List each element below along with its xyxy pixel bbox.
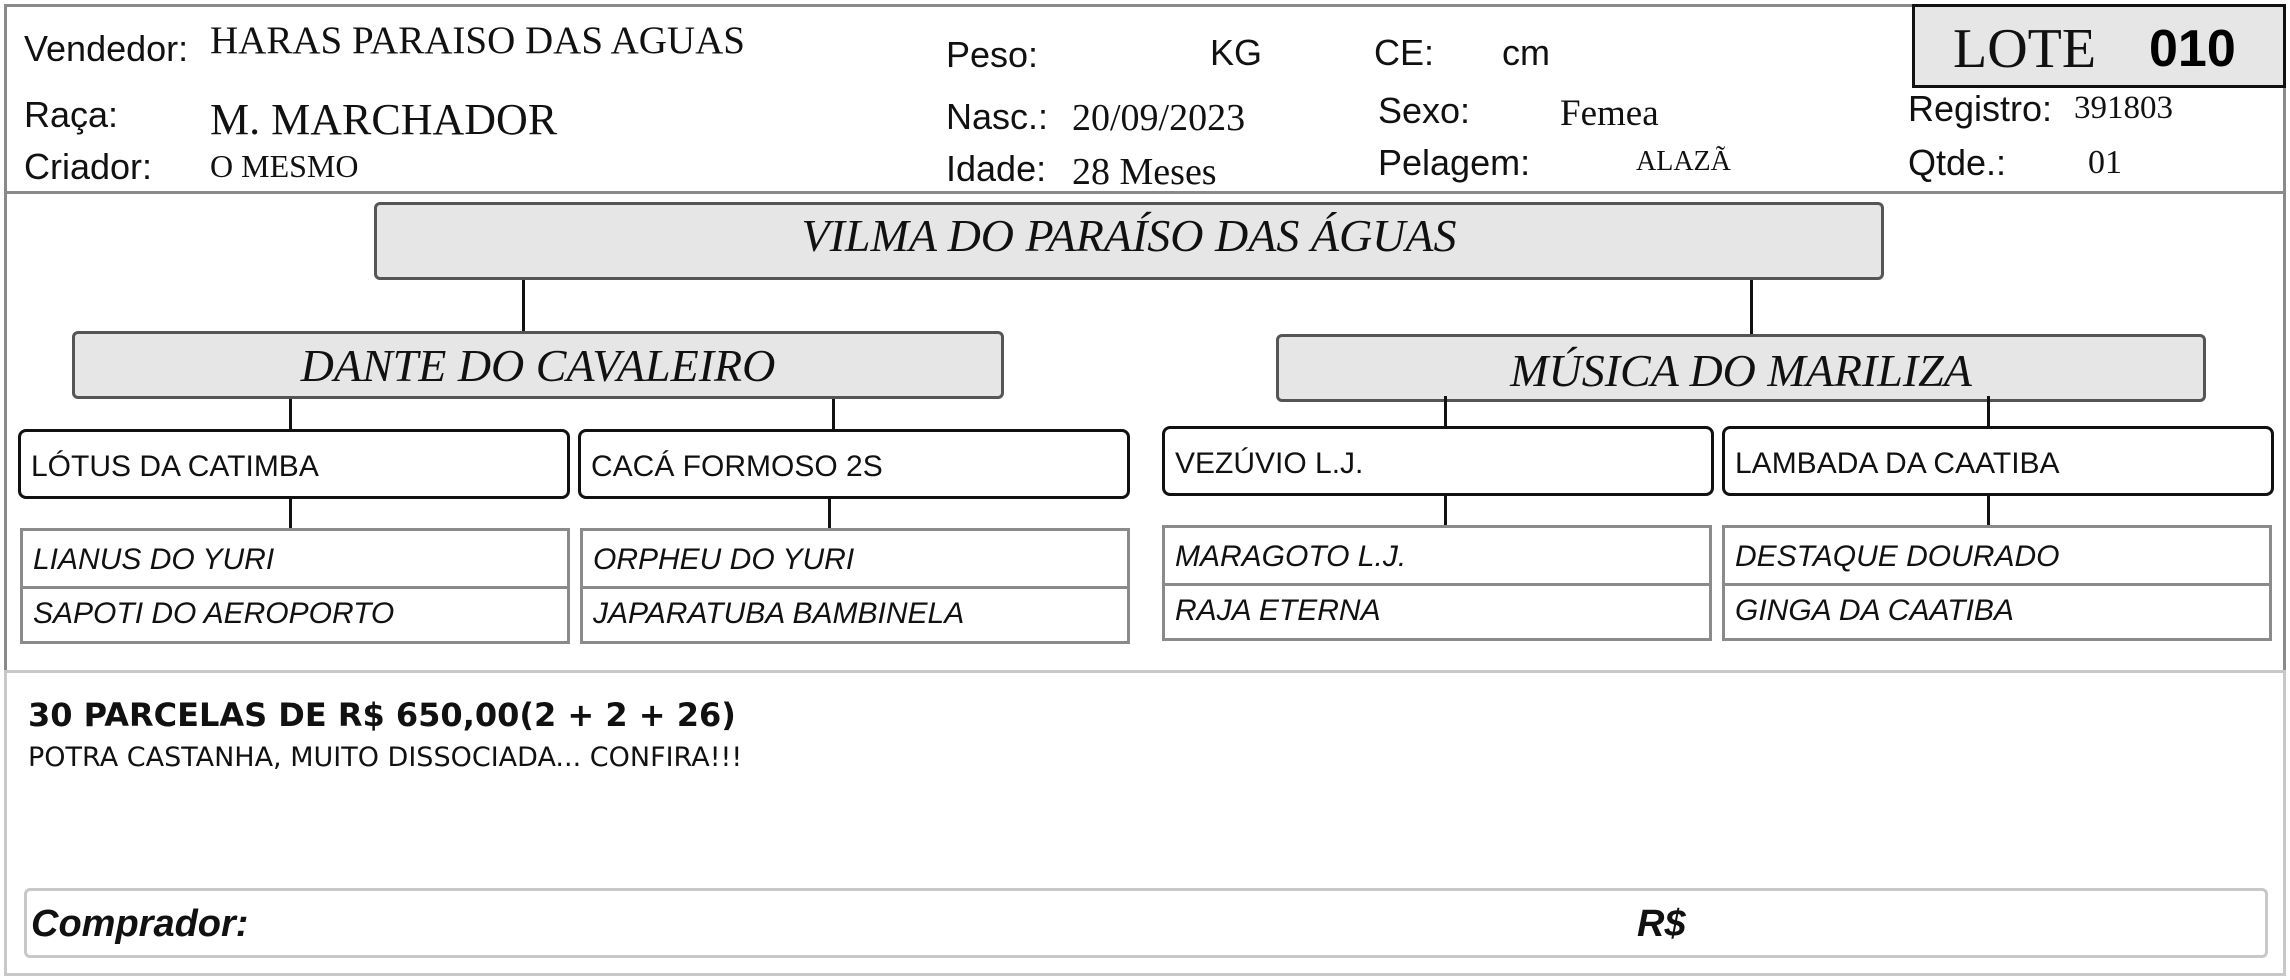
idade-label: Idade: xyxy=(946,148,1047,189)
ggp-name: RAJA ETERNA xyxy=(1175,594,1381,627)
currency-label: R$ xyxy=(1637,903,1686,945)
registro-value: 391803 xyxy=(2074,90,2173,126)
sire-sire-box xyxy=(18,429,570,499)
ggp-group xyxy=(1722,525,2272,641)
vendedor-value: HARAS PARAISO DAS AGUAS xyxy=(210,19,745,62)
raca-label: Raça: xyxy=(24,94,119,135)
divider xyxy=(23,586,567,589)
divider xyxy=(1725,583,2269,586)
pelagem-label: Pelagem: xyxy=(1378,142,1531,183)
sire-name: DANTE DO CAVALEIRO xyxy=(300,340,776,391)
dam-dam-name: LAMBADA DA CAATIBA xyxy=(1735,447,2060,480)
idade-value: 28 Meses xyxy=(1072,151,1217,193)
nasc-value: 20/09/2023 xyxy=(1072,97,1246,139)
dam-sire-box xyxy=(1162,426,1714,496)
lote-box xyxy=(1912,4,2286,88)
pedigree-dam xyxy=(1276,334,2206,402)
connector xyxy=(1444,496,1447,526)
comprador-row xyxy=(24,888,2268,958)
dam-dam-box xyxy=(1722,426,2274,496)
connector xyxy=(1444,396,1447,428)
sire-dam-name: CACÁ FORMOSO 2S xyxy=(591,450,883,483)
nasc-label: Nasc.: xyxy=(946,96,1049,137)
ggp-name: LIANUS DO YURI xyxy=(33,543,275,576)
divider xyxy=(583,586,1127,589)
ce-unit: cm xyxy=(1502,32,1550,73)
description: POTRA CASTANHA, MUITO DISSOCIADA... CONFIRA!!! xyxy=(28,742,743,773)
comprador-label: Comprador: xyxy=(31,903,249,945)
pedigree-animal xyxy=(374,202,1884,280)
ggp-name: DESTAQUE DOURADO xyxy=(1735,540,2060,573)
criador-label: Criador: xyxy=(24,146,153,187)
qtde-label: Qtde.: xyxy=(1908,142,2007,183)
connector xyxy=(828,499,831,529)
dam-name: MÚSICA DO MARILIZA xyxy=(1510,345,1972,396)
ggp-group xyxy=(20,528,570,644)
payment-terms: 30 PARCELAS DE R$ 650,00(2 + 2 + 26) xyxy=(28,696,736,734)
ggp-name: JAPARATUBA BAMBINELA xyxy=(593,597,965,630)
connector xyxy=(832,399,835,431)
ce-label: CE: xyxy=(1374,32,1435,73)
ggp-group xyxy=(580,528,1130,644)
connector xyxy=(289,499,292,529)
lote-label: LOTE xyxy=(1953,18,2097,80)
sire-sire-name: LÓTUS DA CATIMBA xyxy=(31,450,319,483)
sexo-label: Sexo: xyxy=(1378,90,1471,131)
peso-label: Peso: xyxy=(946,34,1039,75)
connector xyxy=(522,280,525,334)
divider xyxy=(1165,583,1709,586)
dam-sire-name: VEZÚVIO L.J. xyxy=(1175,447,1364,480)
connector xyxy=(1987,496,1990,526)
connector xyxy=(1987,396,1990,428)
lote-number: 010 xyxy=(2149,20,2236,78)
ggp-name: GINGA DA CAATIBA xyxy=(1735,594,2014,627)
sexo-value: Femea xyxy=(1560,93,1659,134)
ggp-name: MARAGOTO L.J. xyxy=(1175,540,1407,573)
peso-unit: KG xyxy=(1210,32,1263,73)
vendedor-label: Vendedor: xyxy=(24,28,189,69)
animal-name: VILMA DO PARAÍSO DAS ÁGUAS xyxy=(801,210,1457,261)
pelagem-value: ALAZÃ xyxy=(1636,146,1731,177)
pedigree-sire xyxy=(72,331,1004,399)
connector xyxy=(1750,280,1753,336)
registro-label: Registro: xyxy=(1908,88,2053,129)
sire-dam-box xyxy=(578,429,1130,499)
connector xyxy=(289,399,292,431)
ggp-name: SAPOTI DO AEROPORTO xyxy=(33,597,395,630)
raca-value: M. MARCHADOR xyxy=(210,95,558,144)
ggp-group xyxy=(1162,525,1712,641)
ggp-name: ORPHEU DO YURI xyxy=(593,543,855,576)
criador-value: O MESMO xyxy=(210,148,359,184)
qtde-value: 01 xyxy=(2088,144,2122,181)
